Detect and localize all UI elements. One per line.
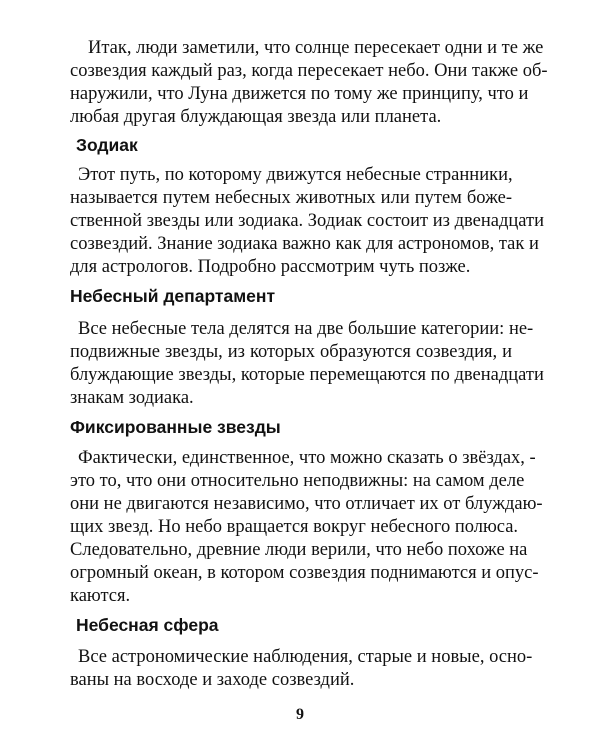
paragraph-line: созвездия каждый раз, когда пересекает небо. Они также об- bbox=[70, 61, 548, 81]
paragraph-line: любая другая блуждающая звезда или планета. bbox=[70, 107, 442, 127]
paragraph-line: огромный океан, в котором созвездия поднимаются и опус- bbox=[70, 563, 539, 583]
paragraph-line: называется путем небесных животных или путем боже- bbox=[70, 188, 512, 208]
paragraph-line: это то, что они относительно неподвижны: на самом деле bbox=[70, 471, 525, 491]
paragraph-line: Следовательно, древние люди верили, что небо похоже на bbox=[70, 540, 528, 560]
paragraph-line: каются. bbox=[70, 586, 131, 606]
section-heading-department: Небесный департамент bbox=[70, 286, 276, 306]
paragraph-line: для астрологов. Подробно рассмотрим чуть позже. bbox=[70, 257, 471, 277]
paragraph-line: блуждающие звезды, которые перемещаются по двенадцати bbox=[70, 365, 544, 385]
paragraph-line: Все небесные тела делятся на две большие категории: не- bbox=[78, 319, 534, 339]
paragraph-line: ваны на восходе и заходе созвездий. bbox=[70, 670, 355, 690]
paragraph-line: ственной звезды или зодиака. Зодиак состоит из двенадцати bbox=[70, 211, 544, 231]
paragraph-line: созвездий. Знание зодиака важно как для астрономов, так и bbox=[70, 234, 539, 254]
section-heading-zodiac: Зодиак bbox=[76, 135, 138, 155]
paragraph-line: наружили, что Луна движется по тому же принципу, что и bbox=[70, 84, 529, 104]
paragraph-line: знакам зодиака. bbox=[70, 388, 194, 408]
paragraph-line: Все астрономические наблюдения, старые и новые, осно- bbox=[78, 647, 533, 667]
paragraph-line: Фактически, единственное, что можно сказать о звёздах, - bbox=[78, 448, 536, 468]
paragraph-line: щих звезд. Но небо вращается вокруг небесного полюса. bbox=[70, 517, 519, 537]
section-heading-sphere: Небесная сфера bbox=[76, 615, 219, 635]
paragraph-line: подвижные звезды, из которых образуются созвездия, и bbox=[70, 342, 512, 362]
page-number: 9 bbox=[296, 706, 304, 723]
paragraph-line: Итак, люди заметили, что солнце пересекает одни и те же bbox=[88, 38, 544, 58]
paragraph-line: Этот путь, по которому движутся небесные странники, bbox=[78, 165, 513, 185]
paragraph-line: они не двигаются независимо, что отличает их от блуждаю- bbox=[70, 494, 543, 514]
section-heading-fixed-stars: Фиксированные звезды bbox=[70, 417, 281, 437]
